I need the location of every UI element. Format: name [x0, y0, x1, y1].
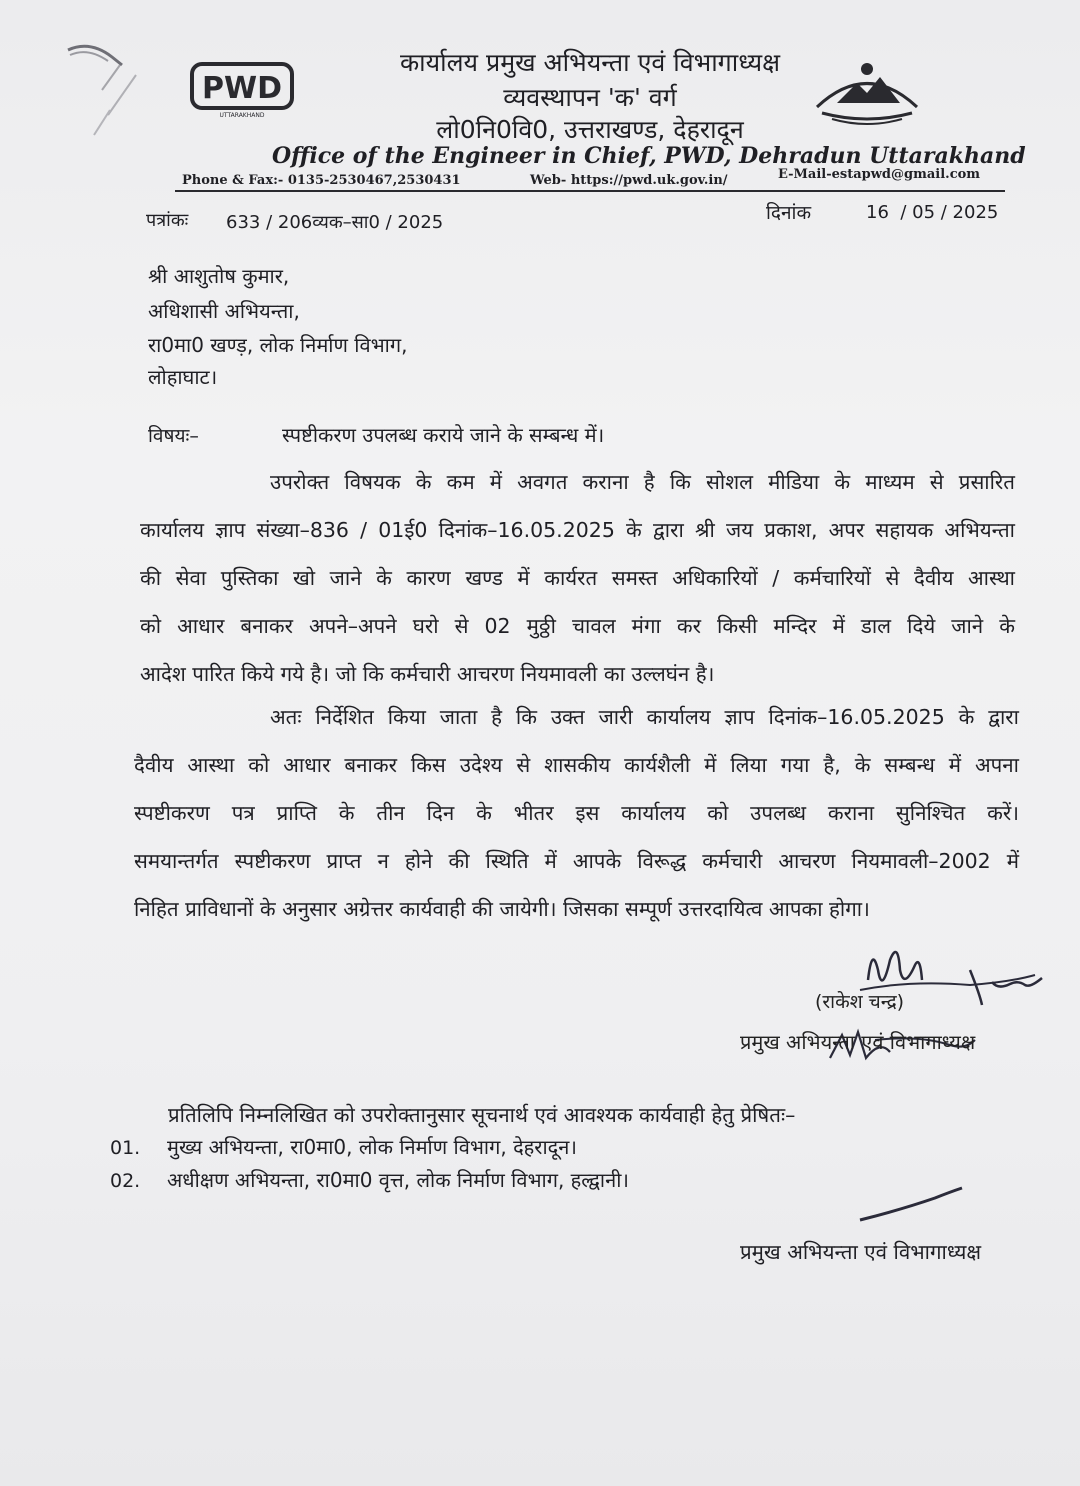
addressee-line-3: रा0मा0 खण्ड़, लोक निर्माण विभाग,: [148, 333, 408, 357]
phone-fax: Phone & Fax:- 0135-2530467,2530431: [182, 173, 461, 188]
signatory-title: प्रमुख अभियन्ता एवं विभागाध्यक्ष: [740, 1030, 976, 1054]
office-title-english: Office of the Engineer in Chief, PWD, Dehradun Uttarakhand: [272, 143, 1026, 169]
paragraph-2-line: निहित प्राविधानों के अनुसार अग्रेत्तर कार्यवाही की जायेगी। जिसका सम्पूर्ण उत्तरदायित्व आपका होगा।: [134, 897, 870, 921]
paragraph-1-line: की सेवा पुस्तिका खो जाने के कारण खण्ड में कार्यरत समस्त अधिकारियों / कर्मचारियों से दैवीय आस्था: [140, 566, 1015, 590]
pwd-logo: [190, 62, 300, 120]
reference-label: पत्रांकः: [146, 210, 189, 231]
logo-caption: UTTARAKHAND: [219, 112, 265, 119]
copy-item-2-number: 02.: [110, 1170, 141, 1192]
section-title-hindi: व्यवस्थापन 'क' वर्ग: [503, 83, 677, 112]
paragraph-1-line: उपरोक्त विषयक के कम में अवगत कराना है कि सोशल मीडिया के माध्यम से प्रसारित: [270, 470, 1015, 494]
copy-intro: प्रतिलिपि निम्नलिखित को उपरोक्तानुसार सूचनार्थ एवं आवश्यक कार्यवाही हेतु प्रेषितः–: [168, 1103, 796, 1127]
addressee-line-1: श्री आशुतोष कुमार,: [148, 264, 290, 288]
website: Web- https://pwd.uk.gov.in/: [530, 173, 728, 188]
header-divider: [175, 190, 1005, 192]
paragraph-1-line: आदेश पारित किये गये है। जो कि कर्मचारी आचरण नियमावली का उल्लघंन है।: [140, 662, 715, 686]
department-title-hindi: लो0नि0वि0, उत्तराखण्ड, देहरादून: [436, 115, 744, 144]
office-title-hindi: कार्यालय प्रमुख अभियन्ता एवं विभागाध्यक्ष: [399, 48, 781, 77]
addressee-line-4: लोहाघाट।: [148, 365, 218, 389]
copy-item-1-text: मुख्य अभियन्ता, रा0मा0, लोक निर्माण विभाग, देहरादून।: [167, 1135, 577, 1159]
paragraph-2-line: अतः निर्देशित किया जाता है कि उक्त जारी कार्यालय ज्ञाप दिनांक–16.05.2025 के द्वारा: [270, 705, 1019, 729]
footer-signatory-title: प्रमुख अभियन्ता एवं विभागाध्यक्ष: [740, 1240, 982, 1264]
initials-stroke: [850, 1180, 980, 1230]
paper-clip-icon: [50, 35, 140, 145]
paragraph-2-line: समयान्तर्गत स्पष्टीकरण प्राप्त न होने की स्थिति में आपके विरूद्ध कर्मचारी आचरण नियमावली–2002 में: [134, 849, 1019, 873]
paragraph-2: [134, 693, 1019, 933]
signatory-name: (राकेश चन्द्र): [815, 991, 905, 1013]
paragraph-1-line: कार्यालय ज्ञाप संख्या–836 / 01ई0 दिनांक–16.05.2025 के द्वारा श्री जय प्रकाश, अपर सहायक अभियन्ता: [140, 518, 1015, 542]
paragraph-1-line: को आधार बनाकर अपने–अपने घरो से 02 मुठ्ठी चावल मंगा कर किसी मन्दिर में डाल दिये जाने के: [140, 614, 1015, 638]
date-label: दिनांक: [766, 202, 812, 224]
subject-label: विषयः–: [148, 425, 199, 447]
date-value: 16 / 05 / 2025: [866, 202, 999, 223]
paragraph-2-line: दैवीय आस्था को आधार बनाकर किस उदेश्य से शासकीय कार्यशैली में लिया गया है, के सम्बन्ध में अपना: [134, 753, 1019, 777]
reference-number: 633 / 206व्यक–सा0 / 2025: [226, 212, 444, 233]
email: E-Mail-estapwd@gmail.com: [778, 167, 981, 182]
copy-item-2-text: अधीक्षण अभियन्ता, रा0मा0 वृत्त, लोक निर्माण विभाग, हल्द्वानी।: [167, 1168, 629, 1192]
copy-item-1-number: 01.: [110, 1137, 141, 1159]
subject-text: स्पष्टीकरण उपलब्ध कराये जाने के सम्बन्ध में।: [282, 423, 605, 447]
paragraph-2-line: स्पष्टीकरण पत्र प्राप्ति के तीन दिन के भीतर इस कार्यालय को उपलब्ध कराना सुनिश्चित करें।: [134, 801, 1019, 825]
logo-text: PWD: [202, 71, 282, 106]
addressee-line-2: अधिशासी अभियन्ता,: [148, 299, 300, 323]
paragraph-1: [140, 458, 1015, 698]
